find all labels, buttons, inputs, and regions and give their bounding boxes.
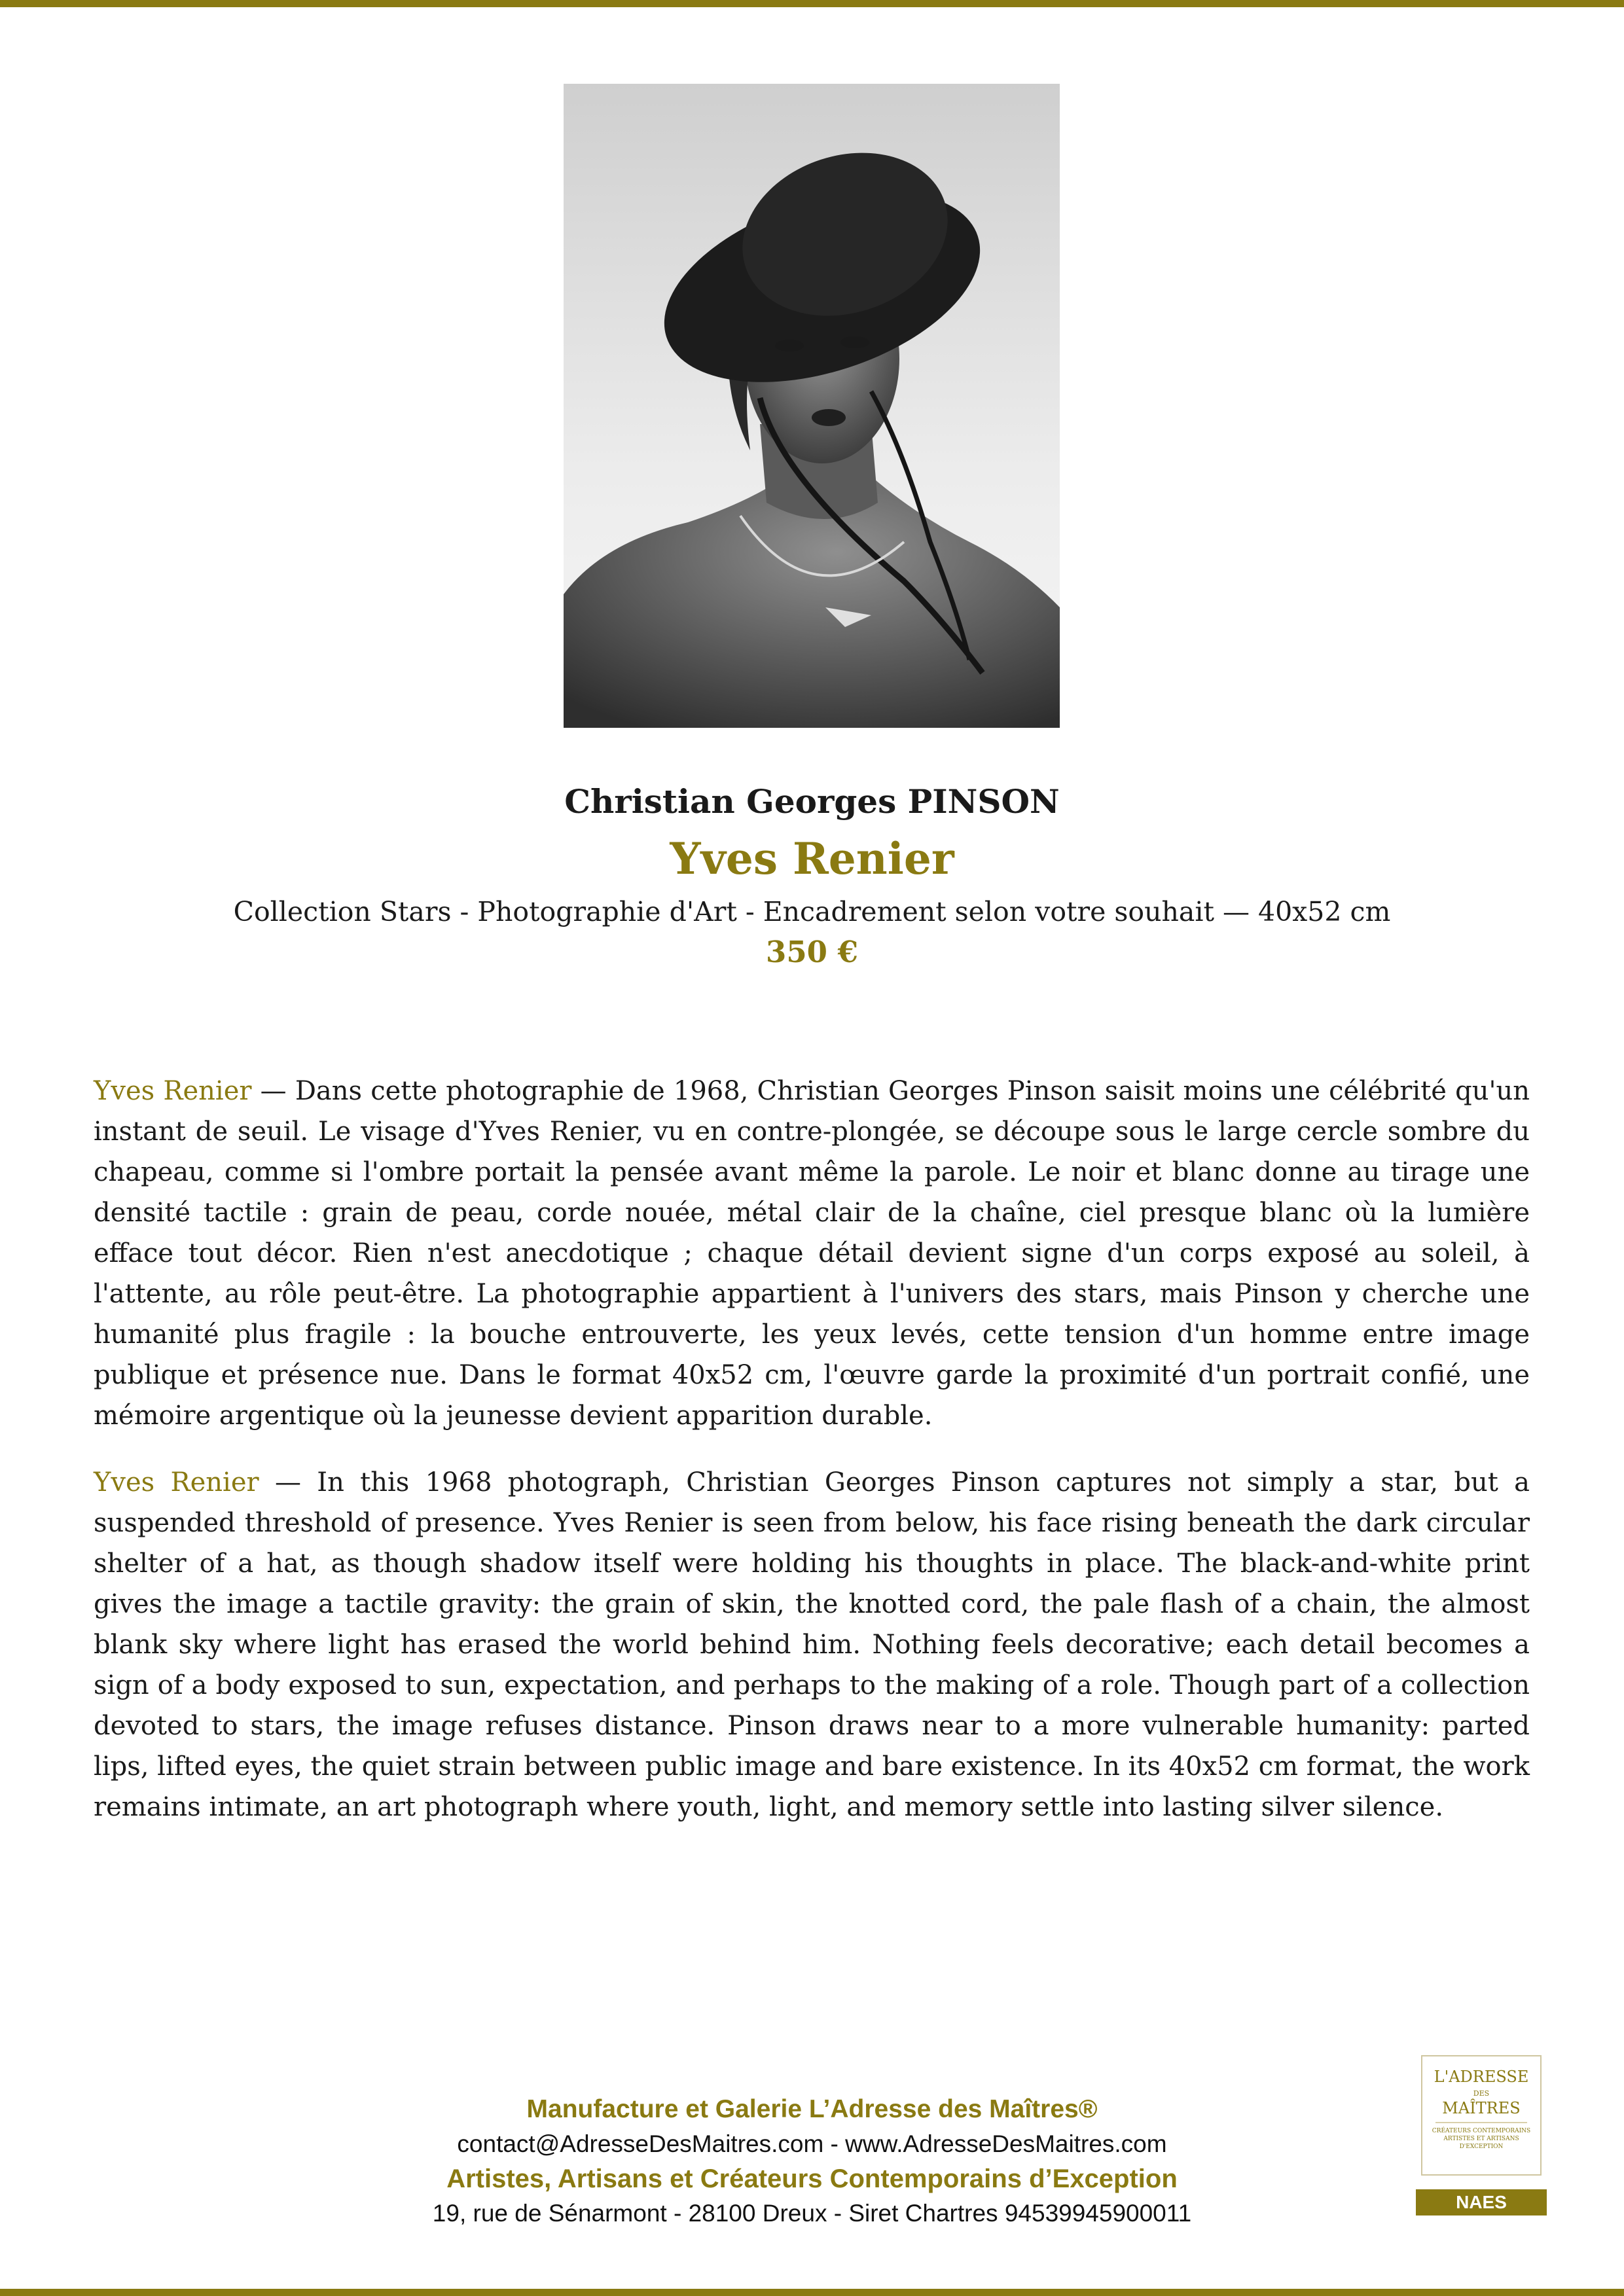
logo-divider [1435,2122,1527,2123]
top-rule [0,0,1624,7]
artwork-subtitle: Collection Stars - Photographie d'Art - Encadrement selon votre souhait — 40x52 cm [233,896,1391,927]
gallery-logo [1421,2055,1542,2176]
description-en [94,1462,1530,1827]
description-en-lead: Yves Renier [94,1467,259,1498]
footer-contact: contact@AdresseDesMaitres.com - www.AdresseDesMaitres.com [457,2130,1167,2157]
logo-line-3: MAÎTRES [1442,2099,1521,2117]
logo-line-4: CRÉATEURS CONTEMPORAINS ARTISTES ET ARTISANS D'EXCEPTION [1432,2128,1531,2150]
artwork-photo [564,84,1060,728]
naes-badge: NAES [1416,2189,1547,2215]
bottom-rule [0,2289,1624,2296]
logo-line-2: DES [1473,2089,1490,2098]
description-fr-lead: Yves Renier [94,1076,252,1106]
footer-tagline: Artistes, Artisans et Créateurs Contemporains d’Exception [446,2164,1178,2193]
artist-name: Christian Georges PINSON [564,782,1060,821]
title-block [0,779,1624,973]
description-en-body: — In this 1968 photograph, Christian Georges Pinson captures not simply a star, but a suspended threshold of presence. Yves Renier is seen from below, his face rising beneath the dark circular shelter of a hat, as though shadow itself were holding his thoughts in place. The black-and-white print gives the image a tactile gravity: the grain of skin, the knotted cord, the pale flash of a chain, the almost blank sky where light has erased the world behind him. Nothing feels decorative; each detail becomes a sign of a body exposed to sun, expectation, and perhaps to the making of a role. Though part of a collection devoted to stars, the image refuses distance. Pinson draws near to a more vulnerable humanity: parted lips, lifted eyes, the quiet strain between public image and bare existence. In its 40x52 cm format, the work remains intimate, an art photograph where youth, light, and memory settle into lasting silver silence. [94,1467,1530,1822]
description-fr [94,1071,1530,1436]
footer-address: 19, rue de Sénarmont - 28100 Dreux - Siret Chartres 94539945900011 [432,2200,1192,2227]
footer [0,2092,1624,2231]
artwork-title: Yves Renier [670,833,954,884]
logo-line-1: L'ADRESSE [1434,2068,1529,2086]
artwork-price: 350 € [766,935,858,969]
description-fr-body: — Dans cette photographie de 1968, Christian Georges Pinson saisit moins une célébrité qu'un instant de seuil. Le visage d'Yves Renier, vu en contre-plongée, se découpe sous le large cercle sombre du chapeau, comme si l'ombre portait la pensée avant même la parole. Le noir et blanc donne au tirage une densité tactile : grain de peau, corde nouée, métal clair de la chaîne, ciel presque blanc où la lumière efface tout décor. Rien n'est anecdotique ; chaque détail devient signe d'un corps exposé au soleil, à l'attente, au rôle peut-être. La photographie appartient à l'univers des stars, mais Pinson y cherche une humanité plus fragile : la bouche entrouverte, les yeux levés, cette tension d'un homme entre image publique et présence nue. Dans le format 40x52 cm, l'œuvre garde la proximité d'un portrait confié, une mémoire argentique où la jeunesse devient apparition durable. [94,1076,1530,1431]
footer-gallery-name: Manufacture et Galerie L’Adresse des Maîtres® [526,2095,1098,2123]
